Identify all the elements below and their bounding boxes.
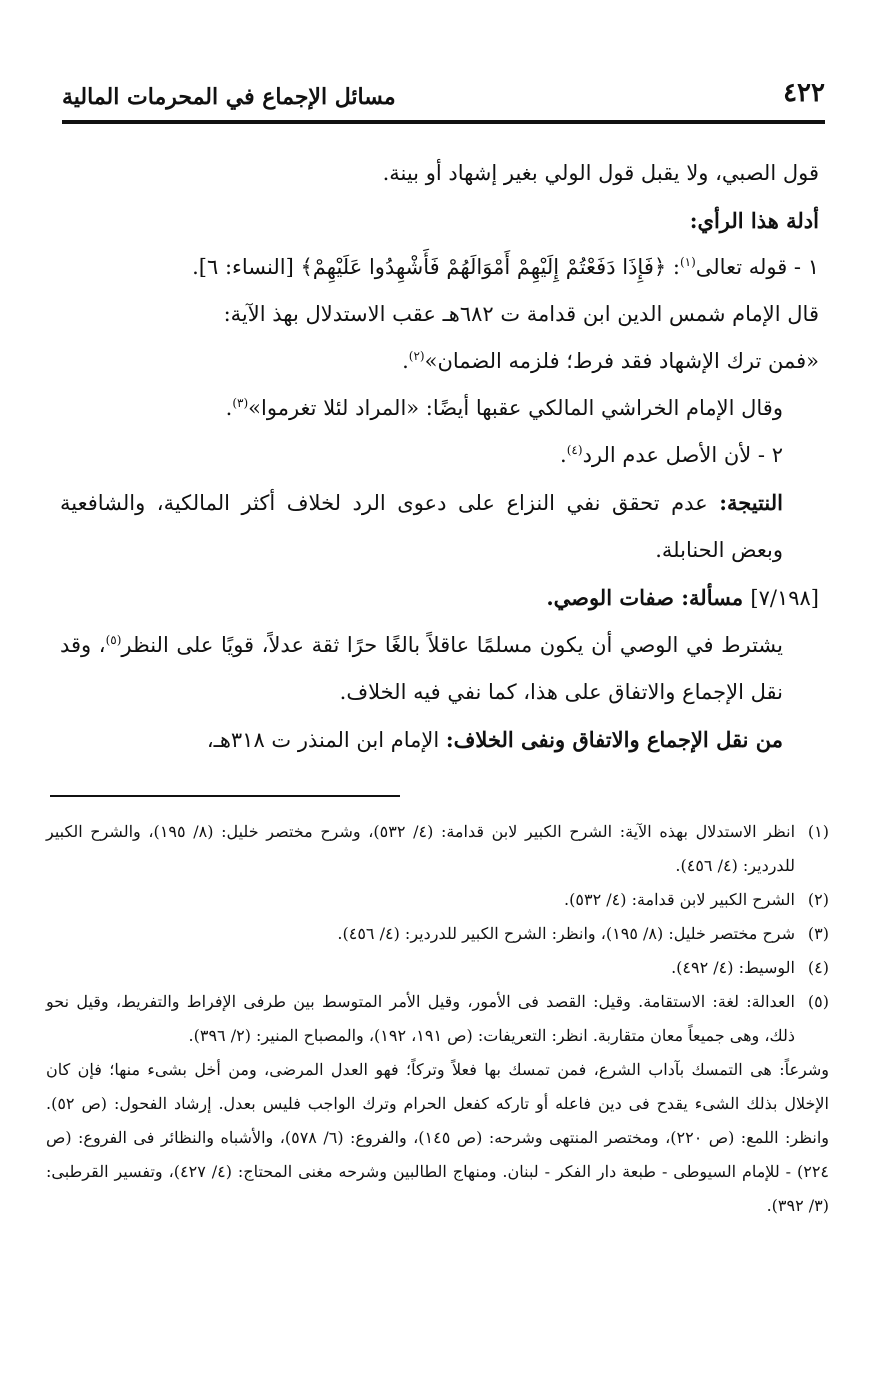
footnote-ref-4: (٤) bbox=[566, 443, 583, 457]
footnote bbox=[46, 951, 829, 985]
footnote-ref-1: (١) bbox=[679, 255, 696, 269]
ibn-qudama-quote: «فمن ترك الإشهاد فقد فرط؛ فلزمه الضمان» bbox=[424, 349, 819, 373]
paragraph-intro: قول الصبي، ولا يقبل قول الولي بغير إشهاد أو بينة. bbox=[382, 161, 819, 185]
footnote-divider bbox=[50, 795, 400, 797]
quran-verse: : ﴿فَإِذَا دَفَعْتُمْ إِلَيْهِمْ أَمْوَالَهُمْ فَأَشْهِدُوا عَلَيْهِمْ﴾ bbox=[300, 255, 680, 279]
footnotes-section bbox=[46, 815, 829, 1223]
paragraph-ibn-qudama: قال الإمام شمس الدين ابن قدامة ت ٦٨٢هـ عقب الاستدلال بهذ الآية: «فمن ترك الإشهاد فقد فرط؛ فلزمه الضمان»$^{(٢)}$. bbox=[223, 302, 819, 373]
footnote-number: (٤) bbox=[807, 958, 829, 977]
issue-heading bbox=[60, 574, 819, 622]
running-title: مسائل الإجماع في المحرمات المالية bbox=[62, 84, 396, 110]
footnote-number: (٥) bbox=[807, 992, 829, 1011]
paragraph-kharashi: وقال الإمام الخراشي المالكي عقبها أيضًا: «المراد لئلا تغرموا»$^{(٣)}$. bbox=[225, 396, 783, 420]
paragraph-wasi bbox=[60, 622, 819, 716]
verse-citation: [النساء: ٦]. bbox=[192, 255, 294, 279]
footnote-text: شرح مختصر خليل: (٨/ ١٩٥)، وانظر: الشرح الكبير للدردير: (٤/ ٤٥٦). bbox=[337, 924, 795, 943]
footnote-number: (٢) bbox=[807, 890, 829, 909]
evidence-item-1 bbox=[60, 244, 819, 291]
footnote-text: الشرح الكبير لابن قدامة: (٤/ ٥٣٢). bbox=[564, 890, 795, 909]
footnote bbox=[46, 883, 829, 917]
evidence-heading: أدلة هذا الرأي: bbox=[689, 208, 819, 233]
wasi-text: يشترط في الوصي أن يكون مسلمًا عاقلاً بالغًا حرًا ثقة عدلاً، قويًا على النظر bbox=[121, 633, 783, 657]
issue-title: مسألة: صفات الوصي. bbox=[546, 585, 751, 610]
footnote-number: (١) bbox=[807, 822, 829, 841]
footnote-ref-3: (٣) bbox=[232, 396, 249, 410]
ibn-qudama-intro: قال الإمام شمس الدين ابن قدامة ت ٦٨٢هـ عقب الاستدلال بهذ الآية: bbox=[223, 302, 819, 326]
result-label: النتيجة: bbox=[719, 490, 783, 515]
footnote bbox=[46, 985, 829, 1053]
footnote-number: (٣) bbox=[807, 924, 829, 943]
page-header bbox=[62, 78, 825, 116]
paragraph-transmitters bbox=[60, 716, 819, 764]
footnote-text: الوسيط: (٤/ ٤٩٢). bbox=[671, 958, 795, 977]
footnote-ref-2: (٢) bbox=[408, 349, 425, 363]
footnote bbox=[46, 917, 829, 951]
transmitters-label: من نقل الإجماع والاتفاق ونفى الخلاف: bbox=[445, 727, 783, 752]
evidence-item-2-text: ٢ - لأن الأصل عدم الرد bbox=[582, 443, 783, 467]
kharashi-text: وقال الإمام الخراشي المالكي عقبها أيضًا: «المراد لئلا تغرموا» bbox=[248, 396, 783, 420]
footnote-text: انظر الاستدلال بهذه الآية: الشرح الكبير لابن قدامة: (٤/ ٥٣٢)، وشرح مختصر خليل: (٨/ ١٩٥)، والشرح الكبير للدردير: (٤/ ٤٥٦). bbox=[46, 822, 796, 875]
transmitters-text: الإمام ابن المنذر ت ٣١٨هـ، bbox=[206, 728, 446, 752]
footnote-5-continuation: وشرعاً: هى التمسك بآداب الشرع، فمن تمسك بها فعلاً وتركاً؛ فهو العدل المرضى، ومن أخل بشىء منها؛ فإن كان الإخلال بذلك الشىء يقدح فى دين فاعله أو تاركه كفعل الحرام وترك الواجب فليس بعدل. إرشاد الفحول: (ص ٥٢). وانظر: اللمع: (ص ٢٢٠)، ومختصر المنتهى وشرحه: (ص ١٤٥)، والفروع: (٦/ ٥٧٨)، والأشباه والنظائر فى الفروع: (ص ٢٢٤) - للإمام السيوطى - طبعة دار الفكر - لبنان. ومنهاج الطالبين وشرحه مغنى المحتاج: (٤/ ٤٢٧)، وتفسير القرطبى: (٣/ ٣٩٢). bbox=[46, 1060, 830, 1215]
issue-number: [٧/١٩٨] bbox=[750, 586, 819, 610]
footnote-ref-5: (٥) bbox=[105, 633, 122, 647]
evidence-item-1-prefix: ١ - قوله تعالى bbox=[695, 255, 819, 279]
paragraph-result bbox=[60, 479, 819, 574]
header-divider bbox=[62, 120, 825, 124]
main-text bbox=[60, 150, 819, 764]
footnote-text: العدالة: لغة: الاستقامة. وقيل: القصد فى الأمور، وقيل الأمر المتوسط بين طرفى الإفراط والتفريط، وقيل نحو ذلك، وهى جميعاً معان متقاربة. انظر: التعريفات: (ص ١٩١، ١٩٢)، والمصباح المنير: (٢/ ٣٩٦). bbox=[46, 992, 795, 1045]
result-text: عدم تحقق نفي النزاع على دعوى الرد لخلاف أكثر المالكية، والشافعية وبعض الحنابلة. bbox=[60, 491, 783, 562]
footnote bbox=[46, 815, 829, 883]
wasi-text-2: ، وقد نقل الإجماع والاتفاق على هذا، كما نفي فيه الخلاف. bbox=[60, 633, 783, 704]
evidence-item-2: ٢ - لأن الأصل عدم الرد$^{(٤)}$. bbox=[560, 443, 783, 467]
page-number: ٤٢٢ bbox=[783, 78, 825, 108]
